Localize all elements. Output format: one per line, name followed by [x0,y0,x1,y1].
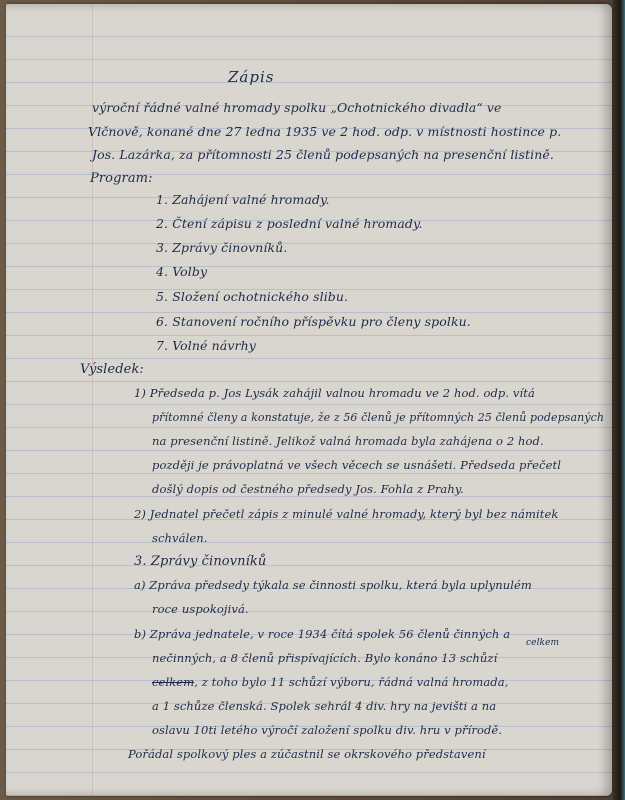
program-item: 2. Čtení zápisu z poslední valné hromady. [156,216,423,231]
proceedings-line: a 1 schůze členská. Spolek sehrál 4 div. hry na jevišti a na [152,699,497,713]
proceedings-line: Pořádal spolkový ples a zúčastnil se okrskového představení [128,747,486,761]
notebook-spine [613,0,625,800]
proceedings-line: schválen. [152,531,208,545]
program-item: 5. Složení ochotnického slibu. [156,289,349,304]
proceedings-line: roce uspokojivá. [152,602,249,616]
proceedings-line: přítomné členy a konstatuje, že z 56 členů je přítomných 25 členů podepsaných [152,411,605,424]
proceedings-line-rest: , z toho bylo 11 schůzí výboru, řádná valná hromada, [194,675,509,689]
intro-line-3: Jos. Lazárka, za přítomnosti 25 členů podepsaných na presenční listině. [92,147,554,162]
struck-word: celkem [152,675,195,689]
proceedings-subheading: 3. Zprávy činovníků [134,554,267,569]
proceedings-line: došlý dopis od čestného předsedy Jos. Fohla z Prahy. [152,482,464,496]
intro-line-2: Vlčnově, konané dne 27 ledna 1935 ve 2 hod. odp. v místnosti hostince p. [88,124,562,139]
document-title: Zápis [228,68,275,86]
insertion-word: celkem [526,638,560,648]
proceedings-line: 1) Předseda p. Jos Lysák zahájil valnou hromadu ve 2 hod. odp. vítá [134,386,535,400]
proceedings-label: Výsledek: [80,362,144,377]
proceedings-line: nečinných, a 8 členů přispívajících. Bylo konáno 13 schůzí [152,651,498,665]
program-item: 3. Zprávy činovníků. [156,240,288,255]
proceedings-line: 2) Jednatel přečetl zápis z minulé valné hromady, který byl bez námitek [134,507,559,521]
proceedings-line: b) Zpráva jednatele, v roce 1934 čítá spolek 56 členů činných a [134,627,511,641]
program-item: 1. Zahájení valné hromady. [156,192,330,207]
proceedings-line-with-strike [152,671,508,694]
proceedings-line: oslavu 10ti letého výročí založení spolku div. hru v přírodě. [152,723,503,737]
program-item: 6. Stanovení ročního příspěvku pro členy spolku. [156,314,471,329]
proceedings-line: později je právoplatná ve všech věcech se usnášeti. Předseda přečetl [152,458,561,472]
notebook-page [6,4,612,796]
program-item: 4. Volby [156,264,208,279]
proceedings-line: a) Zpráva předsedy týkala se činnosti spolku, která byla uplynulém [134,578,532,592]
program-item: 7. Volné návrhy [156,338,256,353]
proceedings-line: na presenční listině. Jelikož valná hromada byla zahájena o 2 hod. [152,434,544,448]
intro-line-1: výroční řádné valné hromady spolku „Ochotnického divadla“ ve [92,100,502,115]
program-label: Program: [90,171,153,186]
